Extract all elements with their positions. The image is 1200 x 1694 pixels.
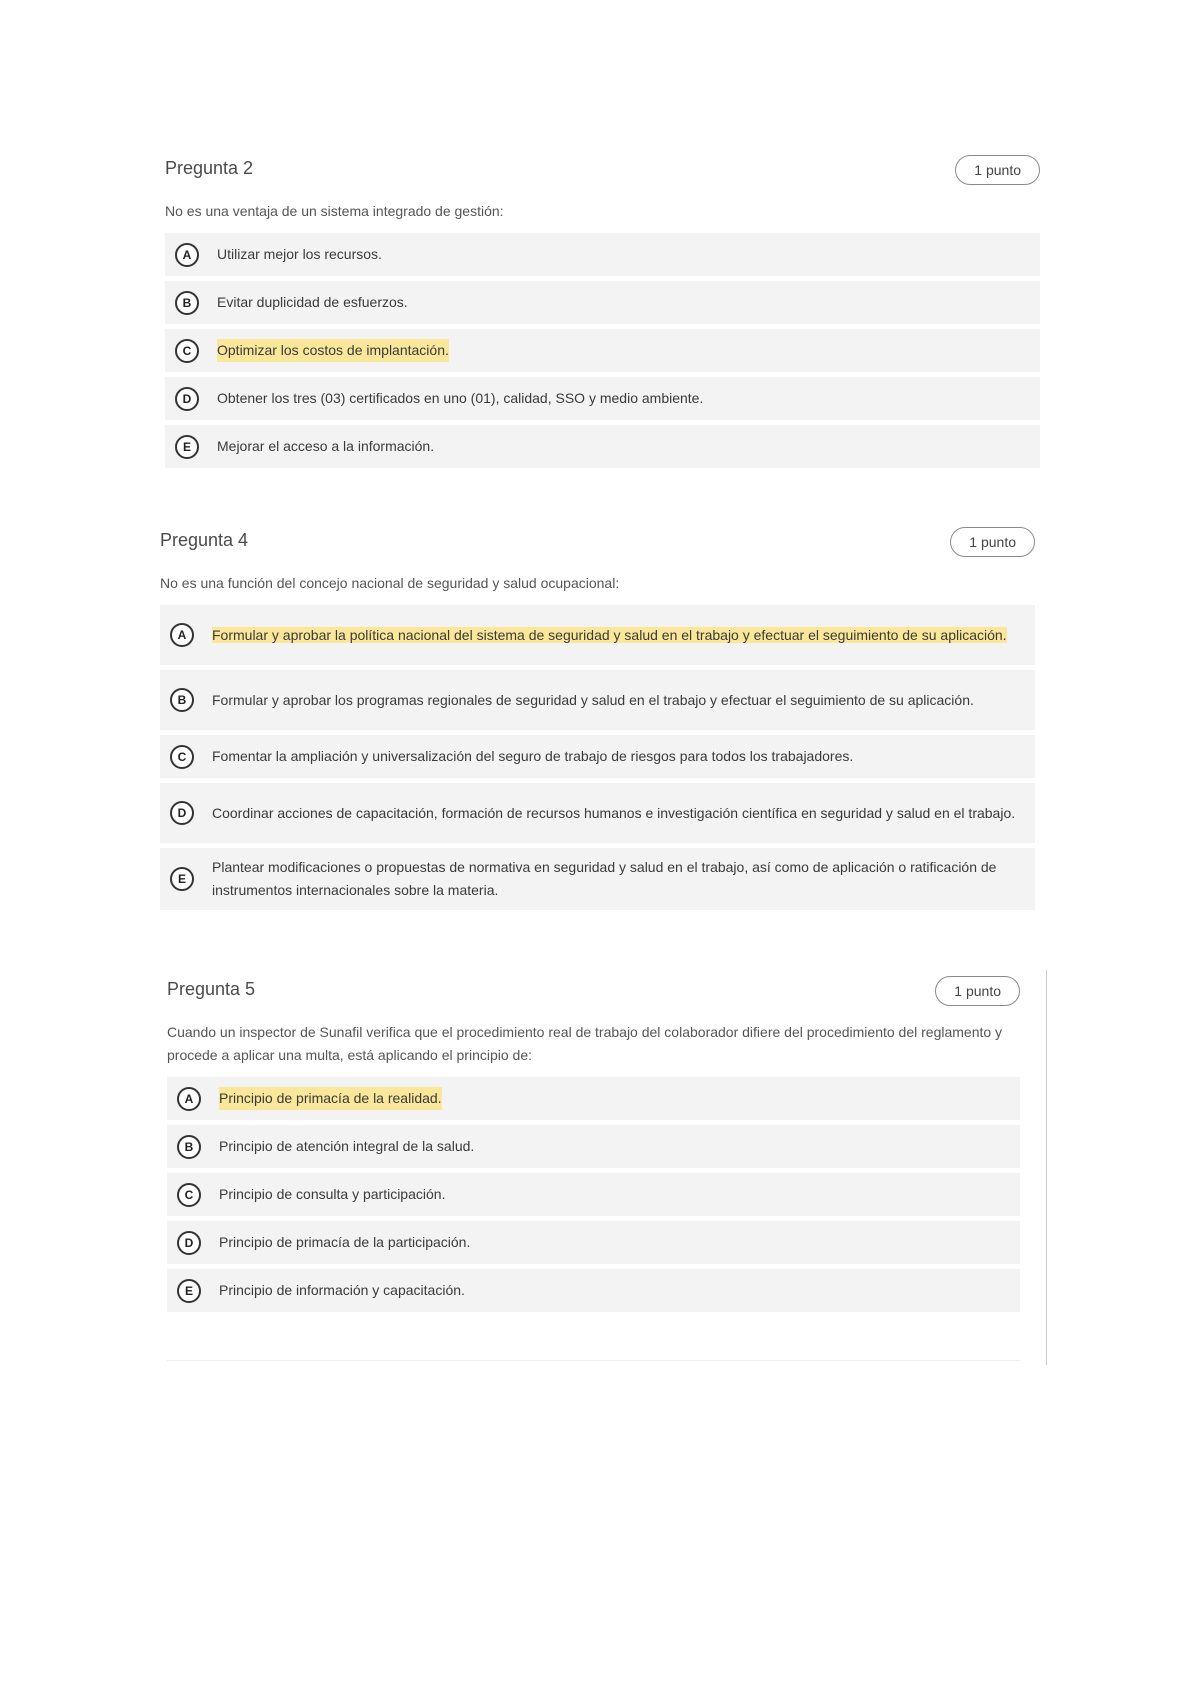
- vertical-divider: [1046, 970, 1047, 1365]
- option-c[interactable]: [167, 1173, 1020, 1216]
- question-title: Pregunta 5: [167, 979, 256, 999]
- option-letter-a-icon: A: [175, 243, 199, 267]
- question-title: Pregunta 2: [165, 158, 254, 178]
- question-text: No es una ventaja de un sistema integrado de gestión:: [165, 203, 504, 219]
- points-badge: 1 punto: [935, 976, 1020, 1006]
- option-letter-b-icon: B: [170, 688, 194, 712]
- option-d[interactable]: [167, 1221, 1020, 1264]
- option-letter-b-icon: B: [177, 1135, 201, 1159]
- option-text: Coordinar acciones de capacitación, formación de recursos humanos e investigación científica en seguridad y salud en el trabajo.: [212, 804, 1016, 821]
- points-badge: 1 punto: [950, 527, 1035, 557]
- option-text: Mejorar el acceso a la información.: [217, 438, 435, 454]
- option-c[interactable]: [165, 329, 1040, 372]
- option-letter-b-icon: B: [175, 291, 199, 315]
- option-letter-e-icon: E: [175, 435, 199, 459]
- option-text: Principio de información y capacitación.: [219, 1282, 465, 1298]
- option-text: Fomentar la ampliación y universalización del seguro de trabajo de riesgos para todos los trabajadores.: [212, 748, 854, 764]
- option-letter-a-icon: A: [177, 1087, 201, 1111]
- option-c[interactable]: [160, 735, 1035, 778]
- option-letter-e-icon: E: [170, 867, 194, 891]
- option-letter-a-icon: A: [170, 623, 194, 647]
- question-header: [165, 148, 1040, 188]
- question-header: [167, 969, 1020, 1009]
- answer-options: [165, 233, 1040, 468]
- option-letter-d-icon: D: [175, 387, 199, 411]
- option-e[interactable]: [167, 1269, 1020, 1312]
- option-letter-c-icon: C: [177, 1183, 201, 1207]
- question-title: Pregunta 4: [160, 530, 249, 550]
- points-badge: 1 punto: [955, 155, 1040, 185]
- option-letter-d-icon: D: [177, 1231, 201, 1255]
- option-a[interactable]: [160, 605, 1035, 665]
- option-text: Plantear modificaciones o propuestas de normativa en seguridad y salud en el trabajo, así como de aplicación o ratificación de instrumentos internacionales sobre la materia.: [212, 859, 997, 898]
- option-e[interactable]: [160, 848, 1035, 910]
- question-header: [160, 520, 1035, 560]
- option-d[interactable]: [160, 783, 1035, 843]
- question-2: [165, 148, 1040, 468]
- option-b[interactable]: [167, 1125, 1020, 1168]
- question-4: [160, 520, 1035, 910]
- option-b[interactable]: [160, 670, 1035, 730]
- option-text: Formular y aprobar los programas regionales de seguridad y salud en el trabajo y efectuar el seguimiento de su aplicación.: [212, 691, 974, 708]
- answer-options: [167, 1077, 1020, 1312]
- option-letter-c-icon: C: [175, 339, 199, 363]
- question-text: Cuando un inspector de Sunafil verifica que el procedimiento real de trabajo del colaborador difiere del procedimiento del reglamento y procede a aplicar una multa, está aplicando el principio de:: [167, 1024, 1003, 1063]
- option-text: Evitar duplicidad de esfuerzos.: [217, 294, 408, 310]
- option-letter-d-icon: D: [170, 801, 194, 825]
- option-e[interactable]: [165, 425, 1040, 468]
- option-text-highlighted: Principio de primacía de la realidad.: [219, 1087, 442, 1110]
- option-a[interactable]: [165, 233, 1040, 276]
- option-text-highlighted: Optimizar los costos de implantación.: [217, 339, 449, 362]
- question-text: No es una función del concejo nacional de seguridad y salud ocupacional:: [160, 575, 620, 591]
- question-5: [167, 969, 1020, 1312]
- option-text-highlighted: Formular y aprobar la política nacional del sistema de seguridad y salud en el trabajo y efectuar el seguimiento de su aplicación.: [212, 626, 1007, 643]
- option-letter-e-icon: E: [177, 1279, 201, 1303]
- option-text: Principio de atención integral de la salud.: [219, 1138, 475, 1154]
- option-text: Principio de primacía de la participación.: [219, 1234, 471, 1250]
- answer-options: [160, 605, 1035, 910]
- option-text: Utilizar mejor los recursos.: [217, 246, 382, 262]
- option-letter-c-icon: C: [170, 745, 194, 769]
- option-d[interactable]: [165, 377, 1040, 420]
- option-text: Obtener los tres (03) certificados en uno (01), calidad, SSO y medio ambiente.: [217, 390, 704, 406]
- horizontal-divider: [167, 1360, 1020, 1361]
- option-a[interactable]: [167, 1077, 1020, 1120]
- option-text: Principio de consulta y participación.: [219, 1186, 446, 1202]
- option-b[interactable]: [165, 281, 1040, 324]
